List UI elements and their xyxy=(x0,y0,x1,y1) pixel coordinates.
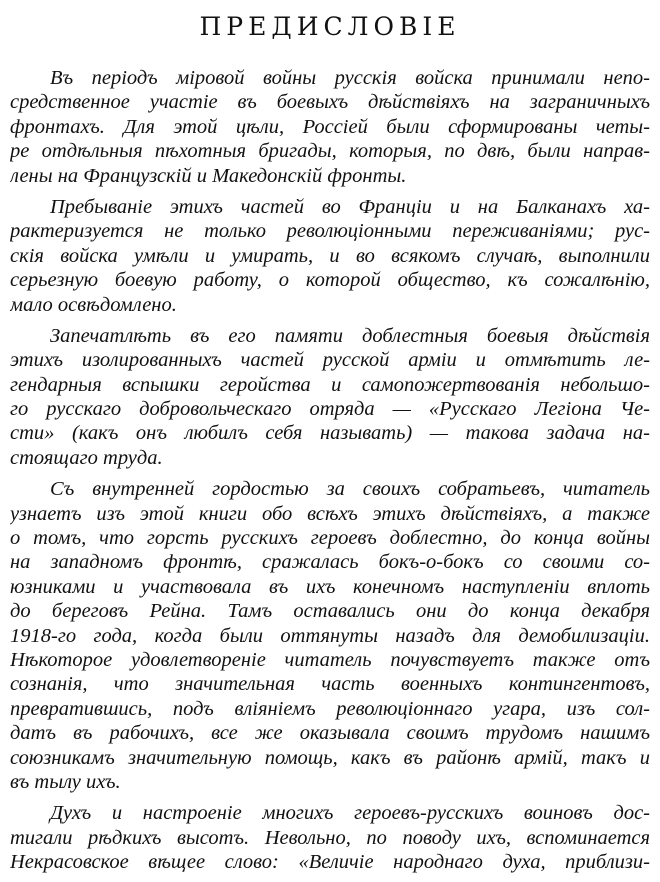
text-line: стоящаго труда. xyxy=(10,446,163,469)
text-line: лены на Французскій и Македонскій фронты. xyxy=(10,164,407,187)
text-line: юзниками и участвовала въ ихъ конечномъ наступленіи вплоть xyxy=(10,575,650,598)
text-line: датъ въ рабочихъ, все же оказывала своимъ трудомъ нашимъ xyxy=(10,722,650,745)
text-line: ре отдѣльныя пѣхотныя бригады, которыя, по двѣ, были направ- xyxy=(10,140,650,163)
text-line: скія войска умѣли и умирать, и во всякомъ случаѣ, выполнили xyxy=(10,244,650,267)
text-line: Пребываніе этихъ частей во Франціи и на Балканахъ ха- xyxy=(50,195,650,218)
paragraph-4 xyxy=(10,477,650,794)
page-title: ПРЕДИСЛОВІЕ xyxy=(199,12,461,41)
text-line: Запечатлѣть въ его памяти доблестныя боевыя дѣйствія xyxy=(50,324,650,347)
body-text xyxy=(10,66,650,882)
text-line: средственное участіе въ боевыхъ дѣйствіяхъ на заграничныхъ xyxy=(10,91,650,114)
text-line: въ тылу ихъ. xyxy=(10,770,121,793)
paragraph-2 xyxy=(10,195,650,317)
text-line: о томъ, что горсть русскихъ героевъ доблестно, до конца войны xyxy=(10,527,650,550)
text-line: Некрасовское вѣщее слово: «Величіе народнаго духа, приблизи- xyxy=(10,851,650,874)
text-line: Нѣкоторое удовлетвореніе читатель почувствуетъ также отъ xyxy=(10,648,650,671)
text-line: 1918-го года, когда были оттянуты назадъ для демобилизаціи. xyxy=(10,624,650,647)
text-line: превратившись, подъ вліяніемъ революціоннаго угара, изъ сол- xyxy=(10,697,650,720)
text-line: сознанія, что значительная часть военныхъ контингентовъ, xyxy=(10,673,650,696)
text-line: Въ періодъ міровой войны русскія войска принимали непо- xyxy=(50,67,650,89)
text-line: гендарныя вспышки геройства и самопожертвованія небольшо- xyxy=(10,373,650,396)
text-line: на западномъ фронтѣ, сражалась бокъ-о-бокъ со своими со- xyxy=(10,551,650,574)
text-line: го русскаго добровольческаго отряда — «Русскаго Легіона Че- xyxy=(10,398,650,421)
paragraph-3 xyxy=(10,324,650,470)
paragraph-5 xyxy=(10,801,650,874)
text-line: серьезную боевую работу, о которой общество, къ сожалѣнію, xyxy=(10,269,650,292)
text-line: этихъ изолированныхъ частей русской арміи и отмѣтить ле- xyxy=(10,349,650,372)
text-line: Духъ и настроеніе многихъ героевъ-русскихъ воиновъ дос- xyxy=(50,802,650,825)
text-line: тигали рѣдкихъ высотъ. Невольно, по поводу ихъ, вспоминается xyxy=(10,826,650,849)
text-line: Съ внутренней гордостью за своихъ собратьевъ, читатель xyxy=(50,478,650,501)
text-line: мало освѣдомлено. xyxy=(10,293,177,316)
text-line: узнаетъ изъ этой книги обо всѣхъ этихъ дѣйствіяхъ, а также xyxy=(10,502,650,525)
text-line: рактеризуется не только революціонными переживаніями; рус- xyxy=(10,220,650,243)
text-line: фронтахъ. Для этой цѣли, Россіей были сформированы четы- xyxy=(10,115,650,138)
text-line: союзникамъ значительную помощь, какъ въ районѣ армій, такъ и xyxy=(10,746,650,769)
text-line: до береговъ Рейна. Тамъ оставались они до конца декабря xyxy=(10,600,650,623)
paragraph-1 xyxy=(10,66,650,188)
text-line: сти» (какъ онъ любилъ себя называть) — такова задача на- xyxy=(10,422,650,445)
